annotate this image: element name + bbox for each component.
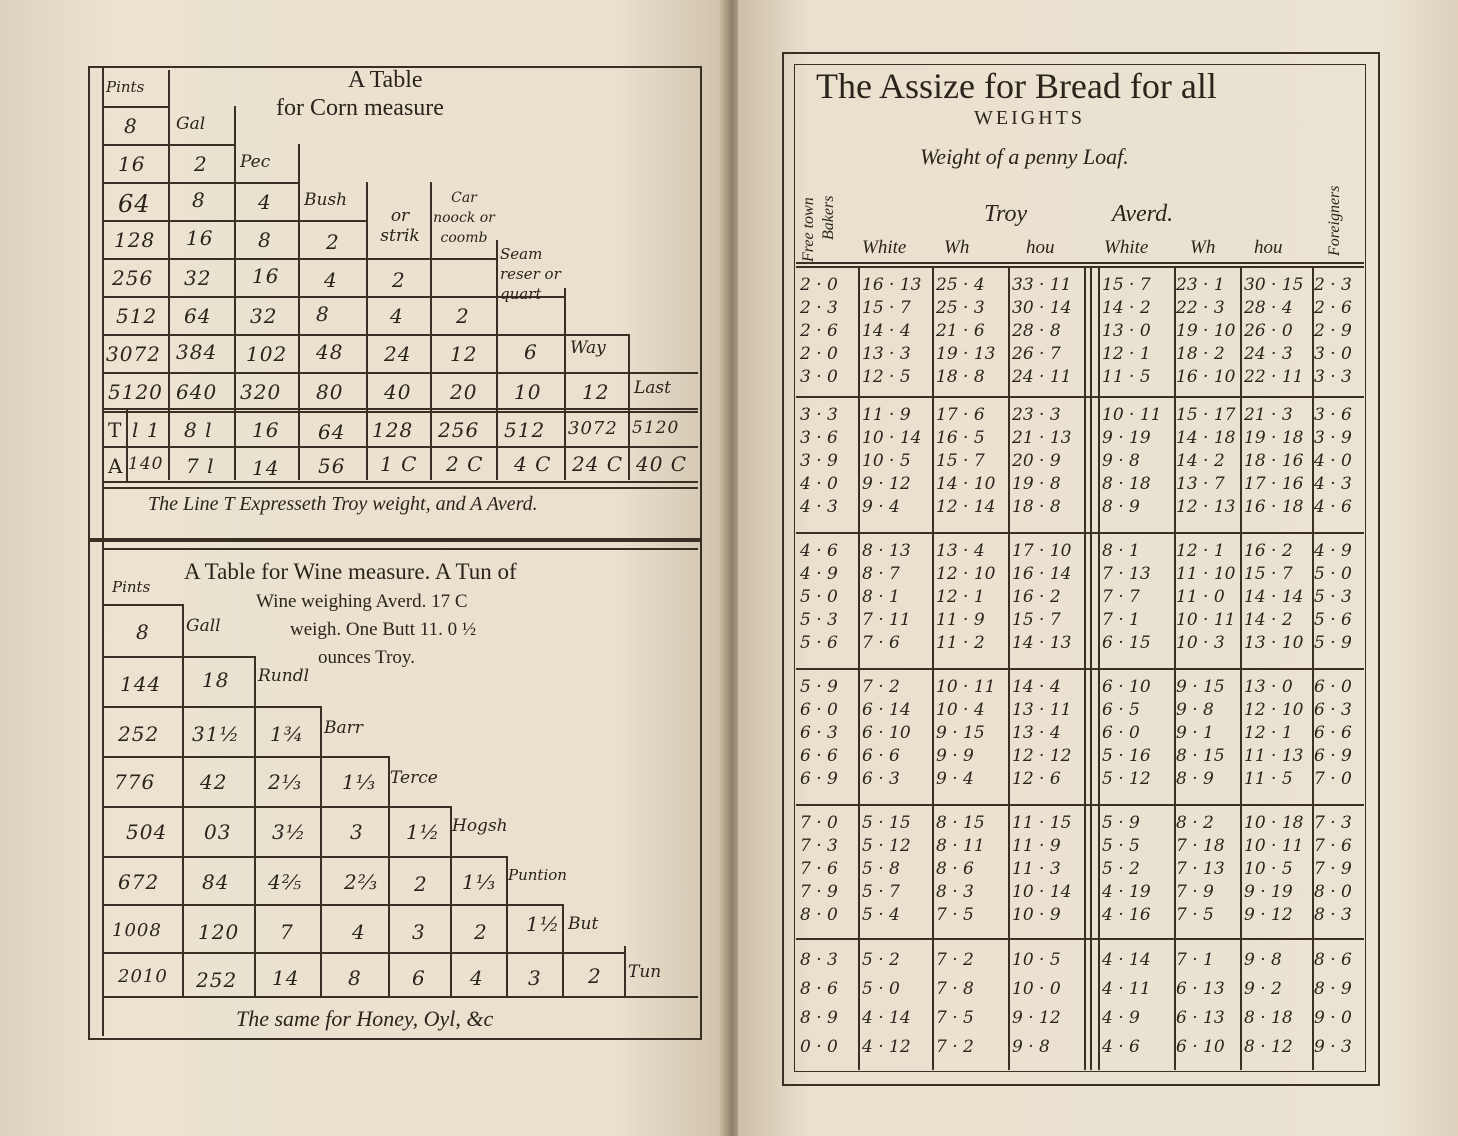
assize-group-3-foreigners: 4 · 9 5 · 0 5 · 3 5 · 6 5 · 9 [1314,541,1352,653]
wine-cell: 4⅖ [268,870,303,894]
wine-cell: 4 [470,966,484,990]
wine-cell: 4 [352,920,366,944]
corn-label-pec: Pec [240,152,271,172]
assize-group-6-troy-wh: 7 · 2 7 · 8 7 · 5 7 · 2 [936,950,974,1057]
wine-subtitle-2: weigh. One Butt 11. 0 ½ [290,619,477,640]
averd-cell: 1 C [380,452,418,476]
averd-cell: 56 [318,454,346,478]
assize-title: The Assize for Bread for all [816,66,1217,106]
assize-group-2-troy-wh: 17 · 6 16 · 5 15 · 7 14 · 10 12 · 14 [936,405,996,517]
corn-label-last: Last [634,378,671,398]
header-hou-averd: hou [1254,237,1283,258]
assize-group-6-troy-hou: 10 · 5 10 · 0 9 · 12 9 · 8 [1012,950,1061,1057]
wine-cell: 2 [474,920,488,944]
corn-cell: 24 [384,342,412,366]
wine-cell: 3½ [272,820,307,844]
wine-cell: 7 [280,920,294,944]
assize-group-4-freetown: 5 · 9 6 · 0 6 · 3 6 · 6 6 · 9 [800,677,838,789]
assize-group-5-foreigners: 7 · 3 7 · 6 7 · 9 8 · 0 8 · 3 [1314,813,1352,925]
corn-cell: 64 [184,304,212,328]
averd-cell: 2 C [446,452,484,476]
wine-label-pints: Pints [112,578,151,596]
corn-cell: 5120 [108,380,163,404]
assize-group-3-troy-hou: 17 · 10 16 · 14 16 · 2 15 · 7 14 · 13 [1012,541,1072,653]
corn-cell: 20 [450,380,478,404]
wine-cell: 03 [204,820,232,844]
foreigners-label: Foreigners [1326,185,1343,256]
assize-group-3-troy-wh: 13 · 4 12 · 10 12 · 1 11 · 9 11 · 2 [936,541,996,653]
assize-group-1-troy-wh: 25 · 4 25 · 3 21 · 6 19 · 13 18 · 8 [936,275,996,387]
wine-cell: 1½ [406,820,441,844]
wine-cell: 672 [118,870,160,894]
corn-cell: 640 [176,380,218,404]
assize-group-5-averd-hou: 10 · 18 10 · 11 10 · 5 9 · 19 9 · 12 [1244,813,1304,925]
corn-cell: 16 [252,264,280,288]
assize-group-5-troy-hou: 11 · 15 11 · 9 11 · 3 10 · 14 10 · 9 [1012,813,1072,925]
assize-group-4-averd-wh: 9 · 15 9 · 8 9 · 1 8 · 15 8 · 9 [1176,677,1225,789]
corn-cell: 32 [250,304,278,328]
assize-group-3-freetown: 4 · 6 4 · 9 5 · 0 5 · 3 5 · 6 [800,541,838,653]
corn-label-seam: Seam reser or quart [500,245,561,303]
header-wh-averd: Wh [1190,237,1216,258]
corn-cell: 4 [258,190,272,214]
assize-group-4-averd-hou: 13 · 0 12 · 10 12 · 1 11 · 13 11 · 5 [1244,677,1304,789]
wine-title: A Table for Wine measure. A Tun of [184,559,517,584]
corn-cell: 102 [246,342,288,366]
assize-group-4-troy-hou: 14 · 4 13 · 11 13 · 4 12 · 12 12 · 6 [1012,677,1072,789]
assize-group-1-averd-hou: 30 · 15 28 · 4 26 · 0 24 · 3 22 · 11 [1244,275,1304,387]
troy-cell: 64 [318,420,346,444]
averd-cell: 140 [128,454,164,474]
corn-cell: 64 [118,190,151,218]
corn-cell: 10 [514,380,542,404]
averd-heading: Averd. [1112,201,1174,227]
assize-group-2-troy-white: 11 · 9 10 · 14 10 · 5 9 · 12 9 · 4 [862,405,922,517]
wine-cell: 3 [528,966,542,990]
assize-group-3-troy-white: 8 · 13 8 · 7 8 · 1 7 · 11 7 · 6 [862,541,911,653]
assize-group-1-troy-hou: 33 · 11 30 · 14 28 · 8 26 · 7 24 · 11 [1012,275,1072,387]
assize-subtitle: WEIGHTS [974,107,1085,129]
corn-cell: 8 [316,302,330,326]
troy-heading: Troy [984,201,1028,227]
wine-label-puntion: Puntion [508,866,567,884]
troy-cell: 512 [504,418,546,442]
corn-cell: 8 [192,188,206,212]
troy-cell: 5120 [632,418,680,438]
corn-footnote: The Line T Expresseth Troy weight, and A Averd. [148,493,538,515]
wine-cell: 6 [412,966,426,990]
corn-cell: 512 [116,304,158,328]
assize-group-6-troy-white: 5 · 2 5 · 0 4 · 14 4 · 12 [862,950,911,1057]
corn-cell: 384 [176,340,218,364]
wine-cell: 252 [196,968,238,992]
wine-label-hogsh: Hogsh [452,816,508,836]
assize-group-1-troy-white: 16 · 13 15 · 7 14 · 4 13 · 3 12 · 5 [862,275,922,387]
wine-cell: 144 [120,672,162,696]
assize-group-6-averd-wh: 7 · 1 6 · 13 6 · 13 6 · 10 [1176,950,1225,1057]
corn-label-way: Way [570,338,606,358]
assize-group-4-averd-white: 6 · 10 6 · 5 6 · 0 5 · 16 5 · 12 [1102,677,1151,789]
corn-cell: 16 [118,152,146,176]
wine-cell: 1008 [112,920,162,941]
wine-cell: 18 [202,668,230,692]
assize-group-3-averd-hou: 16 · 2 15 · 7 14 · 14 14 · 2 13 · 10 [1244,541,1304,653]
wine-cell: 8 [136,620,150,644]
troy-row-label: T [108,418,123,442]
corn-label-bush: Bush [304,190,348,210]
assize-group-2-foreigners: 3 · 6 3 · 9 4 · 0 4 · 3 4 · 6 [1314,405,1352,517]
corn-cell: 8 [124,114,138,138]
averd-cell: 7 l [186,454,215,478]
wine-cell: 1½ [526,912,561,936]
corn-cell: 32 [184,266,212,290]
wine-cell: 8 [348,966,362,990]
assize-group-5-averd-wh: 8 · 2 7 · 18 7 · 13 7 · 9 7 · 5 [1176,813,1225,925]
corn-cell: 8 [258,228,272,252]
corn-cell: 320 [240,380,282,404]
corn-cell: 16 [186,226,214,250]
assize-group-4-foreigners: 6 · 0 6 · 3 6 · 6 6 · 9 7 · 0 [1314,677,1352,789]
averd-cell: 24 C [572,452,624,476]
corn-cell: 2 [194,152,208,176]
corn-cell: 12 [450,342,478,366]
assize-group-4-troy-white: 7 · 2 6 · 14 6 · 10 6 · 6 6 · 3 [862,677,911,789]
corn-cell: 48 [316,340,344,364]
header-white-averd: White [1104,237,1149,258]
troy-cell: 3072 [568,418,618,439]
assize-group-4-troy-wh: 10 · 11 10 · 4 9 · 15 9 · 9 9 · 4 [936,677,996,789]
bakers-label: Bakers [820,195,837,240]
corn-cell: 2 [326,230,340,254]
wine-cell: 2⅓ [268,770,303,794]
corn-cell: 3072 [106,342,161,366]
wine-cell: 3 [412,920,426,944]
assize-group-5-freetown: 7 · 0 7 · 3 7 · 6 7 · 9 8 · 0 [800,813,838,925]
wine-cell: 14 [272,966,300,990]
assize-group-2-averd-hou: 21 · 3 19 · 18 18 · 16 17 · 16 16 · 18 [1244,405,1304,517]
wine-subtitle-3: ounces Troy. [318,647,415,668]
assize-group-2-averd-white: 10 · 11 9 · 19 9 · 8 8 · 18 8 · 9 [1102,405,1162,517]
wine-cell: 31½ [192,722,240,746]
corn-label-gal: Gal [176,114,206,134]
wine-table-frame [88,538,702,1040]
averd-cell: 14 [252,456,280,480]
assize-group-1-freetown: 2 · 0 2 · 3 2 · 6 2 · 0 3 · 0 [800,275,838,387]
troy-cell: 128 [372,418,414,442]
assize-group-2-troy-hou: 23 · 3 21 · 13 20 · 9 19 · 8 18 · 8 [1012,405,1072,517]
corn-cell: 4 [390,304,404,328]
wine-label-terce: Terce [390,768,438,788]
assize-group-3-averd-white: 8 · 1 7 · 13 7 · 7 7 · 1 6 · 15 [1102,541,1151,653]
wine-label-barr: Barr [324,718,363,738]
header-white-troy: White [862,237,907,258]
troy-cell: l 1 [132,418,161,442]
wine-cell: 1¾ [270,722,305,746]
wine-label-rundl: Rundl [258,666,310,686]
wine-cell: 1⅓ [342,770,377,794]
corn-cell: 80 [316,380,344,404]
corn-title-line1: A Table [348,67,423,93]
troy-cell: 256 [438,418,480,442]
wine-label-tun: Tun [628,962,662,982]
wine-footnote: The same for Honey, Oyl, &c [236,1006,494,1031]
averd-cell: 4 C [514,452,552,476]
assize-group-2-averd-wh: 15 · 17 14 · 18 14 · 2 13 · 7 12 · 13 [1176,405,1236,517]
header-wh-troy: Wh [944,237,970,258]
wine-cell: 2010 [118,966,168,987]
corn-cell: 4 [324,268,338,292]
wine-cell: 120 [198,920,240,944]
wine-cell: 2⅔ [344,870,379,894]
corn-cell: 2 [456,304,470,328]
wine-cell: 42 [200,770,228,794]
wine-subtitle-1: Wine weighing Averd. 17 C [256,591,468,612]
assize-group-5-troy-white: 5 · 15 5 · 12 5 · 8 5 · 7 5 · 4 [862,813,911,925]
freetown-label: Free town [800,197,817,262]
corn-cell: 256 [112,266,154,290]
corn-cell: 2 [392,268,406,292]
corn-label-or-strik: or strik [380,206,420,246]
troy-cell: 8 l [184,418,213,442]
wine-cell: 2 [588,964,602,988]
corn-title-line2: for Corn measure [276,95,444,121]
assize-group-1-averd-wh: 23 · 1 22 · 3 19 · 10 18 · 2 16 · 10 [1176,275,1236,387]
assize-group-2-freetown: 3 · 3 3 · 6 3 · 9 4 · 0 4 · 3 [800,405,838,517]
weight-of-penny-loaf: Weight of a penny Loaf. [920,144,1129,169]
assize-group-1-averd-white: 15 · 7 14 · 2 13 · 0 12 · 1 11 · 5 [1102,275,1151,387]
wine-cell: 776 [114,770,156,794]
averd-cell: 40 C [636,452,688,476]
assize-group-3-averd-wh: 12 · 1 11 · 10 11 · 0 10 · 11 10 · 3 [1176,541,1236,653]
corn-cell: 128 [114,228,156,252]
wine-cell: 252 [118,722,160,746]
wine-cell: 504 [126,820,168,844]
assize-group-5-averd-white: 5 · 9 5 · 5 5 · 2 4 · 19 4 · 16 [1102,813,1151,925]
wine-cell: 84 [202,870,230,894]
wine-cell: 2 [414,872,428,896]
wine-label-but: But [568,914,599,934]
corn-cell: 6 [524,340,538,364]
assize-group-6-foreigners: 8 · 6 8 · 9 9 · 0 9 · 3 [1314,950,1352,1057]
assize-group-5-troy-wh: 8 · 15 8 · 11 8 · 6 8 · 3 7 · 5 [936,813,985,925]
assize-group-6-averd-hou: 9 · 8 9 · 2 8 · 18 8 · 12 [1244,950,1293,1057]
header-hou-troy: hou [1026,237,1055,258]
corn-cell: 40 [384,380,412,404]
assize-group-1-foreigners: 2 · 3 2 · 6 2 · 9 3 · 0 3 · 3 [1314,275,1352,387]
corn-label-carnoock: Car noock or coomb [433,190,495,246]
troy-cell: 16 [252,418,280,442]
assize-group-6-freetown: 8 · 3 8 · 6 8 · 9 0 · 0 [800,950,838,1057]
wine-cell: 1⅓ [462,870,497,894]
assize-group-6-averd-white: 4 · 14 4 · 11 4 · 9 4 · 6 [1102,950,1151,1057]
corn-label-pints: Pints [106,78,145,96]
wine-label-gall: Gall [186,616,221,636]
corn-cell: 12 [582,380,610,404]
wine-cell: 3 [350,820,364,844]
averd-row-label: A [108,454,124,478]
